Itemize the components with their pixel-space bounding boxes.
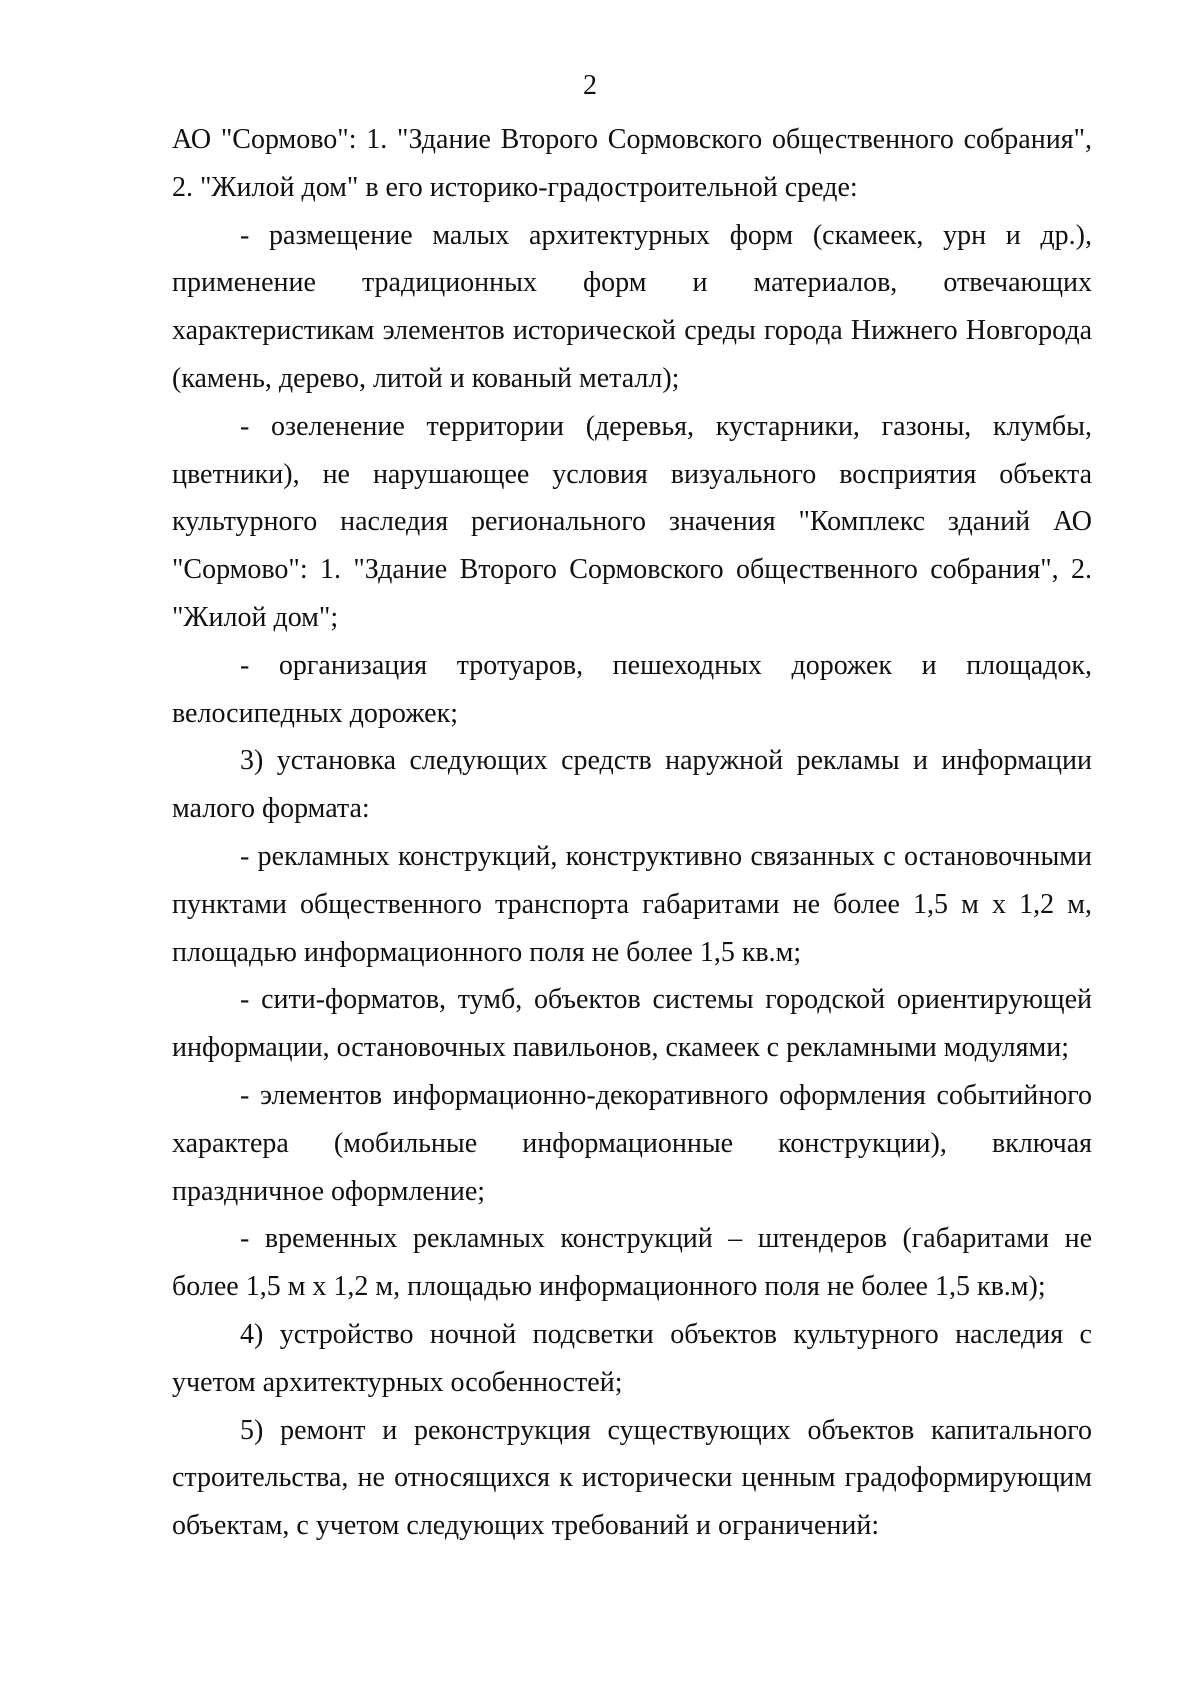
paragraph-4: - организация тротуаров, пешеходных дорожек и площадок, велосипедных дорожек; [172, 649, 1092, 729]
paragraph-6: - рекламных конструкций, конструктивно связанных с остановочными пунктами общественного транспорта габаритами не более 1,5 м х 1,2 м, площадью информационного поля не более 1,5 кв.м; [172, 840, 1092, 968]
paragraph-5: 3) установка следующих средств наружной рекламы и информации малого формата: [172, 745, 1092, 825]
paragraph-3: - озеленение территории (деревья, кустарники, газоны, клумбы, цветники), не нарушающее условия визуального восприятия объекта культурного наследия регионального значения "Комплекс зданий АО "Сормово": 1. "Здание Второго Сормовского общественного собрания", 2. "Жилой дом"; [172, 410, 1092, 633]
paragraph-10: 4) устройство ночной подсветки объектов культурного наследия с учетом архитектурных особенностей; [172, 1318, 1092, 1398]
paragraph-11: 5) ремонт и реконструкция существующих объектов капитального строительства, не относящихся к исторически ценным градоформирующим объектам, с учетом следующих требований и ограничений: [172, 1414, 1092, 1542]
document-body [172, 116, 1092, 1550]
page-number: 2 [583, 70, 597, 101]
paragraph-2: - размещение малых архитектурных форм (скамеек, урн и др.), применение традиционных форм и материалов, отвечающих характеристикам элементов исторической среды города Нижнего Новгорода (камень, дерево, литой и кованый металл); [172, 219, 1092, 394]
paragraph-7: - сити-форматов, тумб, объектов системы городской ориентирующей информации, остановочных павильонов, скамеек с рекламными модулями; [172, 984, 1092, 1064]
paragraph-8: - элементов информационно-декоративного оформления событийного характера (мобильные информационные конструкции), включая праздничное оформление; [172, 1079, 1092, 1207]
paragraph-1: АО "Сормово": 1. "Здание Второго Сормовского общественного собрания", 2. "Жилой дом" в его историко-градостроительной среде: [172, 124, 1092, 203]
paragraph-9: - временных рекламных конструкций – штендеров (габаритами не более 1,5 м х 1,2 м, площадью информационного поля не более 1,5 кв.м); [172, 1223, 1092, 1303]
